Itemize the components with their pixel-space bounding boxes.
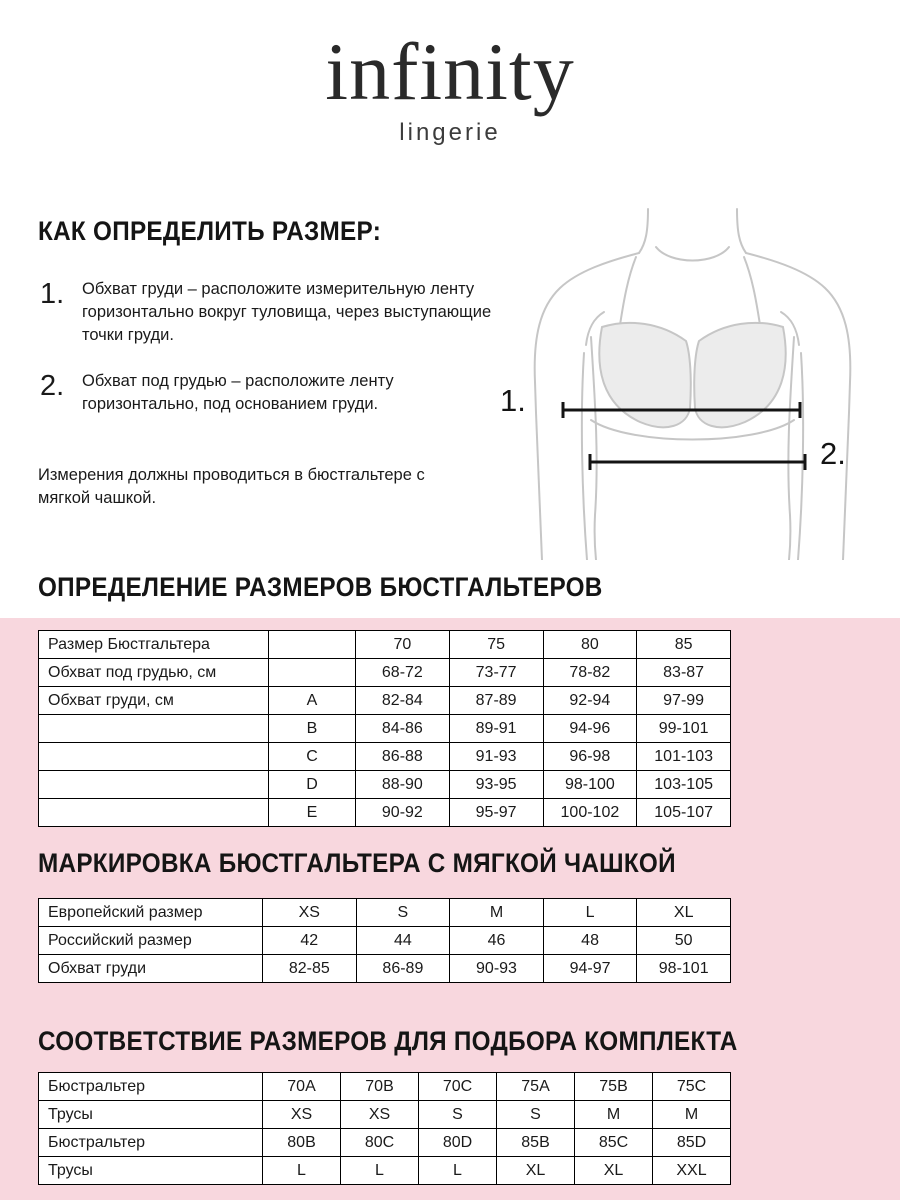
brand-logo (0, 28, 900, 147)
table-cell: 68-72 (356, 659, 450, 687)
table-cell: 80D (419, 1129, 497, 1157)
table-cell: 46 (450, 927, 544, 955)
table-row (39, 799, 731, 827)
step-1-text: Обхват груди – расположите измерительную ленту горизонтально вокруг туловища, через выступающие точки груди. (82, 280, 492, 344)
table-cell: Российский размер (39, 927, 263, 955)
table-cell: 85D (653, 1129, 731, 1157)
table-cell: 93-95 (449, 771, 543, 799)
table-cell (269, 631, 356, 659)
table-cell: 86-88 (356, 743, 450, 771)
table-cell: E (269, 799, 356, 827)
table-cell: 70 (356, 631, 450, 659)
table-cell: 95-97 (449, 799, 543, 827)
table-cell: 94-97 (543, 955, 637, 983)
table-cell: C (269, 743, 356, 771)
table-cell: XL (637, 899, 731, 927)
table-row (39, 715, 731, 743)
table-cell (269, 659, 356, 687)
table-cell: 70A (263, 1073, 341, 1101)
table-cell: XXL (653, 1157, 731, 1185)
table-cell: 90-92 (356, 799, 450, 827)
table-cell: L (263, 1157, 341, 1185)
measure-step-2 (40, 370, 514, 416)
table-cell: 75 (449, 631, 543, 659)
table-cell: Трусы (39, 1101, 263, 1129)
soft-cup-section-title: МАРКИРОВКА БЮСТГАЛЬТЕРА С МЯГКОЙ ЧАШКОЙ (38, 848, 676, 878)
table-row (39, 1101, 731, 1129)
table-row (39, 927, 731, 955)
torso-outline (535, 209, 851, 560)
table-cell: XS (263, 899, 357, 927)
table-row (39, 1129, 731, 1157)
table-cell: D (269, 771, 356, 799)
step-1-number: 1. (40, 278, 65, 310)
table-cell: 97-99 (637, 687, 731, 715)
table-cell (39, 743, 269, 771)
table-cell: A (269, 687, 356, 715)
table-row (39, 1157, 731, 1185)
torso-illustration (490, 195, 900, 560)
table-cell: Обхват под грудью, см (39, 659, 269, 687)
table-cell: 90-93 (450, 955, 544, 983)
table-cell: 91-93 (449, 743, 543, 771)
bra-measurement-diagram (490, 195, 900, 560)
table-cell: 75A (497, 1073, 575, 1101)
table-cell: Обхват груди (39, 955, 263, 983)
table-cell: Обхват груди, см (39, 687, 269, 715)
table-cell: 82-85 (263, 955, 357, 983)
table-cell: B (269, 715, 356, 743)
table-cell: 84-86 (356, 715, 450, 743)
table-row (39, 1073, 731, 1101)
table-row (39, 743, 731, 771)
table-row (39, 659, 731, 687)
table-cell: XL (497, 1157, 575, 1185)
table-cell: 92-94 (543, 687, 637, 715)
underbust-line-label: 2. (820, 436, 846, 471)
table-cell: 99-101 (637, 715, 731, 743)
table-cell: Трусы (39, 1157, 263, 1185)
table-cell: S (497, 1101, 575, 1129)
set-match-section-title: СООТВЕТСТВИЕ РАЗМЕРОВ ДЛЯ ПОДБОРА КОМПЛЕКТА (38, 1026, 738, 1056)
table-cell: 85 (637, 631, 731, 659)
brand-tagline: lingerie (399, 118, 501, 146)
table-cell: Размер Бюстгальтера (39, 631, 269, 659)
bra-cups (599, 323, 785, 427)
table-cell: 82-84 (356, 687, 450, 715)
step-2-number: 2. (40, 370, 65, 402)
table-cell: M (653, 1101, 731, 1129)
brand-name: infinity (325, 26, 575, 117)
table-cell: L (543, 899, 637, 927)
table-cell: 87-89 (449, 687, 543, 715)
table-cell: 80 (543, 631, 637, 659)
table-cell: XS (341, 1101, 419, 1129)
bust-line-label: 1. (500, 383, 526, 418)
table-row (39, 687, 731, 715)
measurement-note: Измерения должны проводиться в бюстгальтере с мягкой чашкой. (38, 466, 425, 507)
table-cell: 89-91 (449, 715, 543, 743)
table-cell: 73-77 (449, 659, 543, 687)
table-cell: 103-105 (637, 771, 731, 799)
table-cell: 96-98 (543, 743, 637, 771)
table-cell: 75B (575, 1073, 653, 1101)
table-cell: 94-96 (543, 715, 637, 743)
measure-step-1 (40, 278, 514, 346)
table-cell: 85C (575, 1129, 653, 1157)
table-row (39, 899, 731, 927)
soft-cup-size-table (38, 898, 731, 983)
table-cell: Бюстральтер (39, 1073, 263, 1101)
table-cell: 101-103 (637, 743, 731, 771)
table-cell: S (356, 899, 450, 927)
how-to-measure-title: КАК ОПРЕДЕЛИТЬ РАЗМЕР: (38, 216, 382, 246)
table-cell: 50 (637, 927, 731, 955)
table-cell: 70C (419, 1073, 497, 1101)
table-cell: 100-102 (543, 799, 637, 827)
table-cell: Европейский размер (39, 899, 263, 927)
bra-size-table (38, 630, 731, 827)
table-cell: 75C (653, 1073, 731, 1101)
table-cell (39, 715, 269, 743)
table-cell: 98-101 (637, 955, 731, 983)
table-cell: 78-82 (543, 659, 637, 687)
table-cell: 98-100 (543, 771, 637, 799)
table-cell: 70B (341, 1073, 419, 1101)
table-cell: M (575, 1101, 653, 1129)
table-cell: 88-90 (356, 771, 450, 799)
table-cell: L (341, 1157, 419, 1185)
set-match-table (38, 1072, 731, 1185)
table-cell: 83-87 (637, 659, 731, 687)
table-cell: 85B (497, 1129, 575, 1157)
table-cell: 80B (263, 1129, 341, 1157)
table-cell: 42 (263, 927, 357, 955)
table-cell: 44 (356, 927, 450, 955)
table-cell: 48 (543, 927, 637, 955)
table-cell: XS (263, 1101, 341, 1129)
bra-size-section-title: ОПРЕДЕЛЕНИЕ РАЗМЕРОВ БЮСТГАЛЬТЕРОВ (38, 572, 603, 602)
table-cell (39, 799, 269, 827)
table-row (39, 771, 731, 799)
table-row (39, 955, 731, 983)
table-cell: XL (575, 1157, 653, 1185)
table-cell: L (419, 1157, 497, 1185)
table-row (39, 631, 731, 659)
table-cell: 105-107 (637, 799, 731, 827)
step-2-text: Обхват под грудью – расположите ленту горизонтально, под основанием груди. (82, 372, 394, 413)
table-cell: M (450, 899, 544, 927)
table-cell: Бюстральтер (39, 1129, 263, 1157)
table-cell: S (419, 1101, 497, 1129)
table-cell: 80C (341, 1129, 419, 1157)
table-cell (39, 771, 269, 799)
table-cell: 86-89 (356, 955, 450, 983)
